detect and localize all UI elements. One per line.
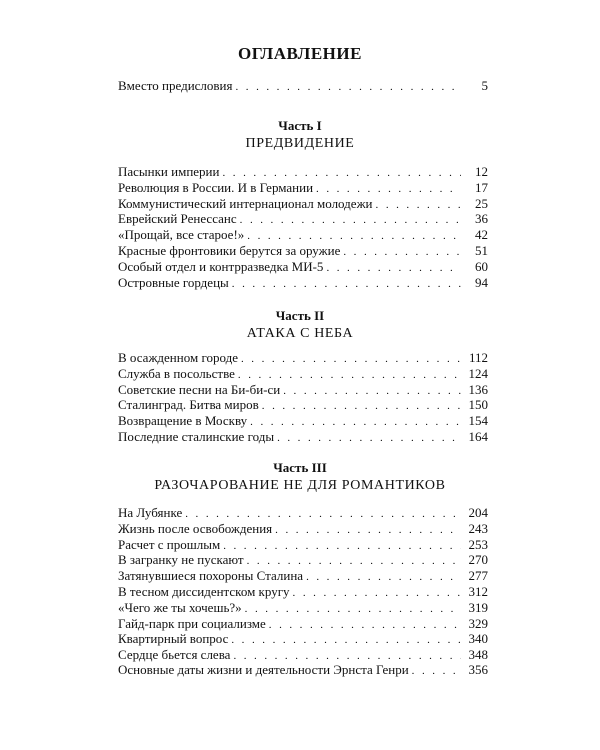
entry-title: Коммунистический интернационал молодежи bbox=[118, 195, 373, 211]
entry-page: 12 bbox=[475, 164, 488, 179]
entry-page: 204 bbox=[468, 505, 488, 520]
dot-leader bbox=[412, 664, 461, 680]
toc-entry[interactable] bbox=[118, 505, 488, 521]
entry-title: Квартирный вопрос bbox=[118, 631, 229, 647]
dot-leader bbox=[376, 198, 461, 214]
toc-entry[interactable] bbox=[118, 647, 488, 663]
entry-title: Сталинград. Битва миров bbox=[118, 397, 259, 413]
part-2-title: АТАКА С НЕБА bbox=[246, 326, 354, 341]
toc-entry[interactable] bbox=[118, 164, 488, 180]
entry-page: 356 bbox=[468, 662, 488, 677]
dot-leader bbox=[231, 633, 461, 649]
dot-leader bbox=[275, 523, 461, 539]
toc-entry[interactable] bbox=[118, 366, 488, 382]
toc-entry[interactable] bbox=[118, 631, 488, 647]
entry-page: 51 bbox=[475, 242, 488, 258]
toc-entry[interactable] bbox=[118, 537, 488, 553]
dot-leader bbox=[326, 261, 461, 277]
entry-title: «Чего же ты хочешь?» bbox=[118, 599, 242, 615]
entry-page: 277 bbox=[468, 568, 488, 584]
toc-entry[interactable] bbox=[118, 616, 488, 632]
entry-page: 319 bbox=[468, 599, 488, 615]
entry-page: 25 bbox=[475, 195, 488, 211]
toc-entry[interactable] bbox=[118, 429, 488, 445]
toc-entry[interactable] bbox=[118, 78, 488, 94]
toc-entry[interactable] bbox=[118, 275, 488, 291]
entry-page: 329 bbox=[468, 615, 488, 631]
entry-page: 253 bbox=[468, 536, 488, 552]
toc-entry[interactable] bbox=[118, 227, 488, 243]
entry-title: Расчет с прошлым bbox=[118, 536, 221, 552]
toc-entry[interactable] bbox=[118, 600, 488, 616]
entry-page: 60 bbox=[475, 258, 488, 274]
toc-entry[interactable] bbox=[118, 552, 488, 568]
toc-entry[interactable] bbox=[118, 584, 488, 600]
toc-part-3 bbox=[118, 505, 488, 663]
toc-part-2 bbox=[118, 350, 488, 445]
toc-entry[interactable] bbox=[118, 350, 488, 366]
entry-title: На Лубянке bbox=[118, 505, 183, 520]
dot-leader bbox=[277, 431, 461, 447]
dot-leader bbox=[241, 352, 461, 368]
entry-title: Еврейский Ренессанс bbox=[118, 211, 237, 227]
dot-leader bbox=[262, 399, 461, 415]
entry-page: 112 bbox=[468, 350, 488, 365]
toc-entry[interactable] bbox=[118, 259, 488, 275]
entry-page: 340 bbox=[468, 631, 488, 647]
toc-entry[interactable] bbox=[118, 243, 488, 259]
entry-page: 42 bbox=[475, 227, 488, 243]
dot-leader bbox=[343, 245, 461, 261]
entry-title: Вместо предисловия bbox=[118, 78, 233, 93]
entry-page: 243 bbox=[468, 520, 488, 536]
toc-entry[interactable] bbox=[118, 397, 488, 413]
toc-appendix bbox=[118, 662, 488, 678]
part-3-label: Часть III bbox=[273, 460, 327, 475]
entry-title: Островные гордецы bbox=[118, 274, 229, 290]
dot-leader bbox=[240, 213, 461, 229]
toc-entry[interactable] bbox=[118, 211, 488, 227]
entry-page: 154 bbox=[468, 413, 488, 429]
dot-leader bbox=[306, 570, 461, 586]
toc-part-1 bbox=[118, 164, 488, 290]
entry-page: 150 bbox=[468, 397, 488, 413]
entry-title: Пасынки империи bbox=[118, 164, 220, 179]
entry-page: 5 bbox=[481, 78, 488, 93]
part-1-label: Часть I bbox=[278, 118, 322, 133]
toc-entry[interactable] bbox=[118, 662, 488, 678]
entry-page: 270 bbox=[468, 552, 488, 568]
entry-title: Советские песни на Би-би-си bbox=[118, 381, 281, 397]
entry-title: «Прощай, все старое!» bbox=[118, 227, 245, 243]
entry-title: Сердце бьется слева bbox=[118, 647, 231, 663]
toc-entry[interactable] bbox=[118, 521, 488, 537]
entry-title: В тесном диссидентском кругу bbox=[118, 583, 290, 599]
entry-title: Красные фронтовики берутся за оружие bbox=[118, 242, 341, 258]
entry-page: 124 bbox=[468, 365, 488, 381]
dot-leader bbox=[269, 618, 461, 634]
part-2-label: Часть II bbox=[275, 308, 325, 323]
part-3-title: РАЗОЧАРОВАНИЕ НЕ ДЛЯ РОМАНТИКОВ bbox=[154, 478, 446, 493]
dot-leader bbox=[223, 539, 461, 555]
entry-title: Жизнь после освобождения bbox=[118, 520, 273, 536]
entry-page: 17 bbox=[475, 179, 488, 195]
entry-page: 164 bbox=[468, 428, 488, 444]
toc-entry[interactable] bbox=[118, 180, 488, 196]
toc-entry[interactable] bbox=[118, 382, 488, 398]
dot-leader bbox=[235, 80, 461, 96]
page-title: ОГЛАВЛЕНИЕ bbox=[238, 44, 362, 63]
dot-leader bbox=[283, 384, 461, 400]
entry-title: Возвращение в Москву bbox=[118, 413, 248, 429]
entry-title: Гайд-парк при социализме bbox=[118, 615, 266, 631]
entry-page: 312 bbox=[468, 583, 488, 599]
dot-leader bbox=[250, 415, 461, 431]
toc-entry[interactable] bbox=[118, 413, 488, 429]
toc-entry[interactable] bbox=[118, 568, 488, 584]
part-1-title: ПРЕДВИДЕНИЕ bbox=[245, 136, 355, 151]
entry-title: Служба в посольстве bbox=[118, 365, 235, 381]
toc-intro bbox=[118, 78, 488, 94]
dot-leader bbox=[245, 602, 461, 618]
dot-leader bbox=[293, 586, 461, 602]
dot-leader bbox=[232, 277, 461, 293]
entry-title: Революция в России. И в Германии bbox=[118, 179, 314, 195]
entry-title: Затянувшиеся похороны Сталина bbox=[118, 568, 304, 584]
entry-page: 36 bbox=[475, 211, 488, 227]
entry-title: В осажденном городе bbox=[118, 350, 238, 365]
entry-title: Последние сталинские годы bbox=[118, 428, 275, 444]
entry-page: 136 bbox=[468, 381, 488, 397]
entry-title: Особый отдел и контрразведка МИ-5 bbox=[118, 258, 324, 274]
toc-entry[interactable] bbox=[118, 196, 488, 212]
entry-page: 348 bbox=[468, 647, 488, 663]
entry-page: 94 bbox=[475, 274, 488, 290]
entry-title: В загранку не пускают bbox=[118, 552, 244, 568]
entry-title: Основные даты жизни и деятельности Эрнста Генри bbox=[118, 662, 409, 677]
